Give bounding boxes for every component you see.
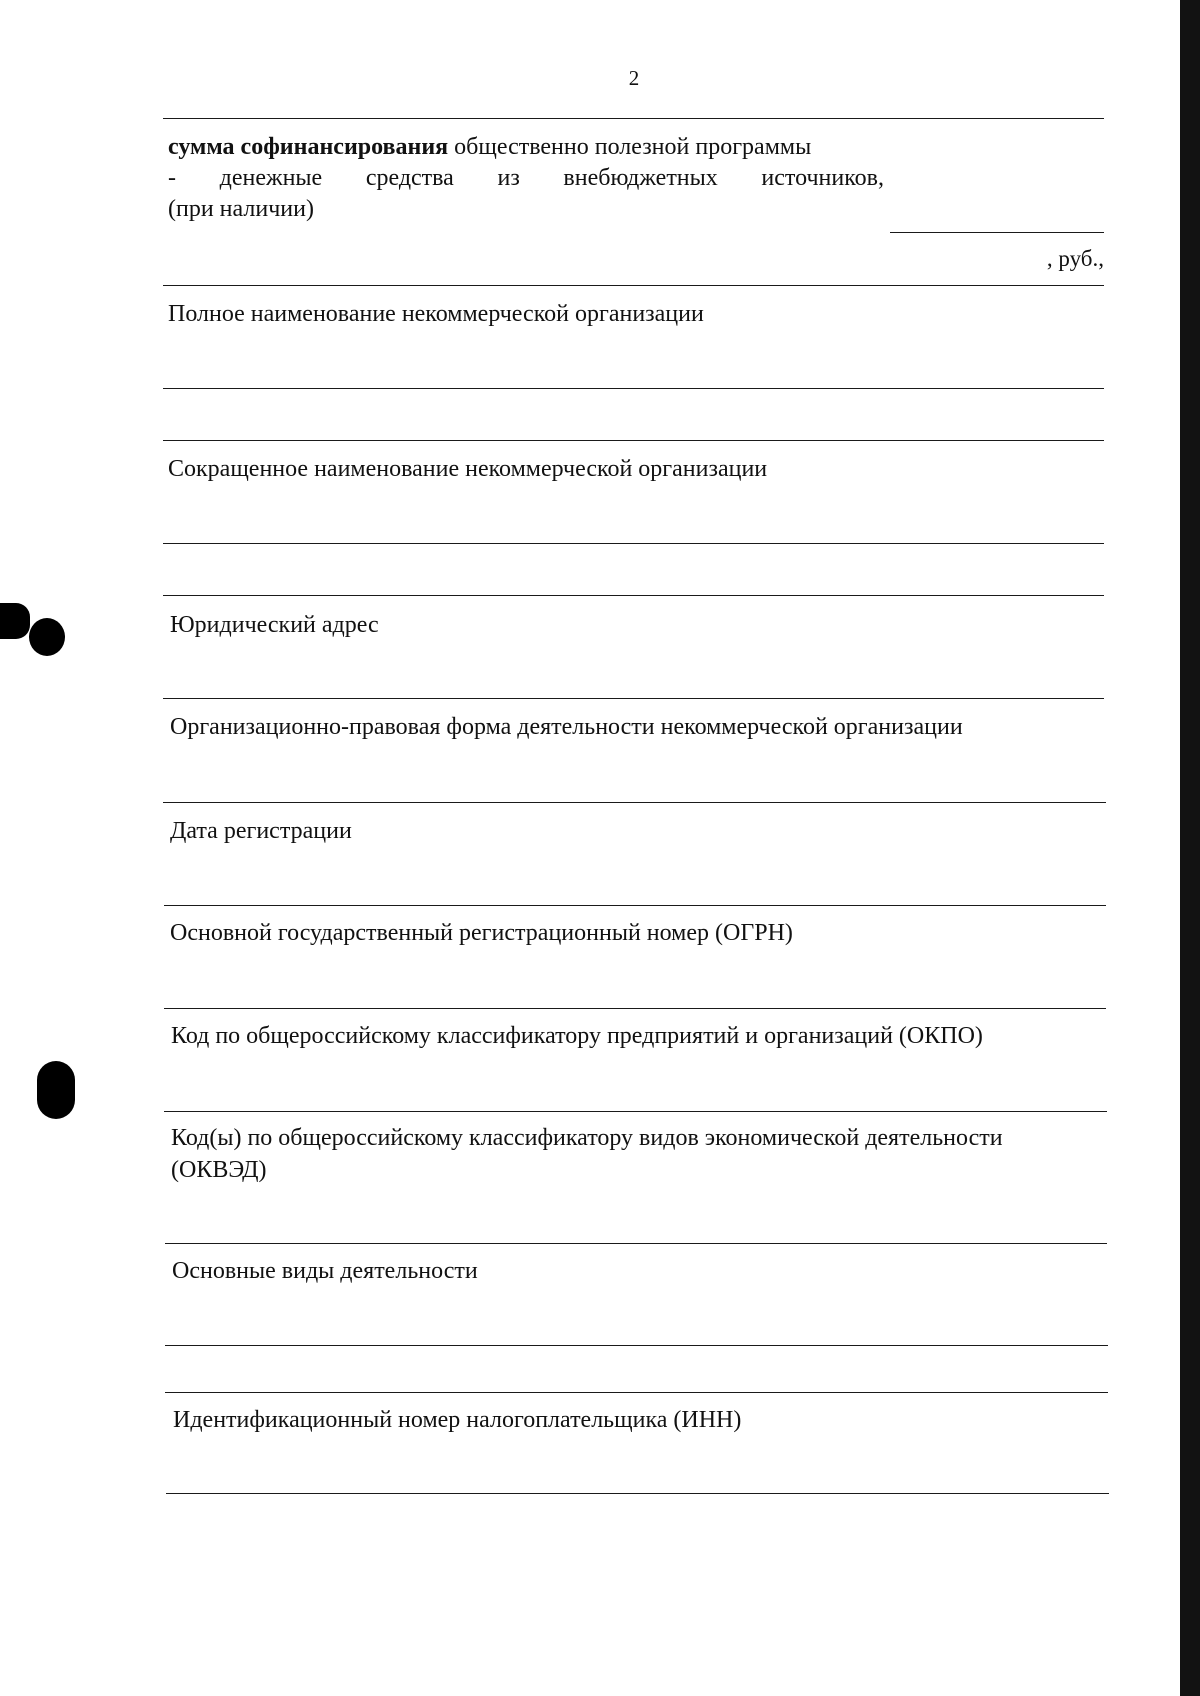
- okved-line[interactable]: [165, 1243, 1107, 1244]
- cofinancing-text-line3: (при наличии): [168, 196, 314, 222]
- divider-cofinancing: [163, 285, 1104, 286]
- full-name-line-2[interactable]: [163, 440, 1104, 441]
- okpo-label: Код по общероссийскому классификатору предприятий и организаций (ОКПО): [171, 1023, 983, 1049]
- legal-address-line[interactable]: [163, 698, 1104, 699]
- full-name-label: Полное наименование некоммерческой организации: [168, 301, 704, 327]
- main-activities-line-2[interactable]: [165, 1392, 1108, 1393]
- legal-form-label: Организационно-правовая форма деятельности некоммерческой организации: [170, 714, 963, 740]
- cofinancing-text: [168, 132, 884, 225]
- punch-hole-mark: [0, 603, 30, 639]
- cofinancing-text-line2: - денежные средства из внебюджетных источников,: [168, 165, 884, 191]
- currency-suffix: , руб.,: [1046, 246, 1104, 271]
- cofinancing-term: сумма софинансирования: [168, 134, 449, 160]
- ogrn-line[interactable]: [164, 1008, 1106, 1009]
- legal-form-line[interactable]: [163, 802, 1106, 803]
- punch-hole-mark: [37, 1061, 75, 1119]
- main-activities-line-1[interactable]: [165, 1345, 1108, 1346]
- scan-edge: [1180, 0, 1200, 1696]
- short-name-line-2[interactable]: [163, 595, 1104, 596]
- okved-label-line1: Код(ы) по общероссийскому классификатору видов экономической деятельности: [171, 1125, 1003, 1151]
- inn-line[interactable]: [166, 1493, 1109, 1494]
- full-name-line-1[interactable]: [163, 388, 1104, 389]
- ogrn-label: Основной государственный регистрационный номер (ОГРН): [170, 920, 793, 946]
- punch-hole-mark: [29, 618, 65, 656]
- okved-label-line2: (ОКВЭД): [171, 1157, 267, 1183]
- page-number: 2: [628, 66, 640, 90]
- cofinancing-amount-line[interactable]: [890, 232, 1104, 233]
- inn-label: Идентификационный номер налогоплательщика (ИНН): [173, 1407, 742, 1433]
- short-name-line-1[interactable]: [163, 543, 1104, 544]
- cofinancing-text-line1: общественно полезной программы: [448, 134, 812, 160]
- main-activities-label: Основные виды деятельности: [172, 1258, 478, 1284]
- registration-date-label: Дата регистрации: [170, 818, 352, 844]
- short-name-label: Сокращенное наименование некоммерческой организации: [168, 456, 768, 482]
- registration-date-line[interactable]: [164, 905, 1106, 906]
- okpo-line[interactable]: [164, 1111, 1107, 1112]
- legal-address-label: Юридический адрес: [170, 612, 379, 638]
- divider-top: [163, 118, 1104, 119]
